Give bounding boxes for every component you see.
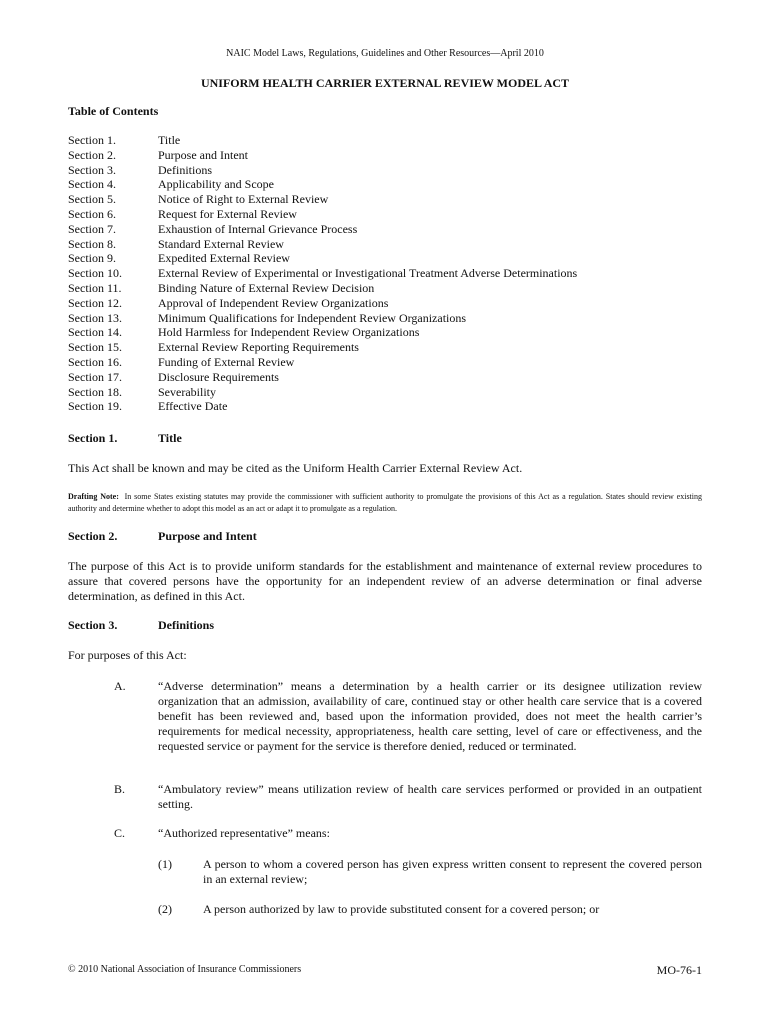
section-1-body: This Act shall be known and may be cited as the Uniform Health Carrier External Review Act. — [68, 461, 523, 475]
toc-section-title: External Review of Experimental or Investigational Treatment Adverse Determinations — [158, 266, 578, 281]
drafting-note-text: In some States existing statutes may provide the commissioner with sufficient authority to promulgate the provisions of this Act as a regulation. States should review existing authority and determine whether to adopt this model as an act or adapt it to promulgate as a regulation. — [68, 492, 702, 513]
toc-section-title: Minimum Qualifications for Independent Review Organizations — [158, 310, 467, 325]
section-2-body: The purpose of this Act is to provide uniform standards for the establishment and maintenance of external review procedures to assure that covered persons have the opportunity for an independent review of an adverse determination or final adverse determination, as defined in this Act. — [68, 559, 702, 603]
section-3-heading — [68, 618, 214, 633]
toc-entry — [68, 251, 708, 266]
drafting-note — [68, 491, 702, 515]
sub-item-number: (2) — [158, 902, 172, 916]
toc-section-number: Section 9. — [68, 251, 116, 266]
toc-section-number: Section 4. — [68, 177, 116, 192]
toc-section-number: Section 7. — [68, 221, 116, 236]
section-number: Section 2. — [68, 529, 118, 543]
definition-text: “Ambulatory review” means utilization review of health care services performed or provided in an outpatient setting. — [158, 782, 702, 811]
toc-section-number: Section 3. — [68, 162, 116, 177]
definition-text: “Authorized representative” means: — [158, 826, 330, 840]
running-head: NAIC Model Laws, Regulations, Guidelines and Other Resources—April 2010 — [226, 48, 544, 59]
toc-section-number: Section 19. — [68, 399, 122, 414]
toc-section-title: Title — [158, 133, 181, 147]
toc-entry — [68, 355, 708, 370]
toc-section-number: Section 5. — [68, 192, 116, 207]
toc-section-number: Section 16. — [68, 354, 122, 369]
section-1-heading — [68, 431, 182, 446]
toc-entry — [68, 148, 708, 163]
toc-section-title: Notice of Right to External Review — [158, 192, 329, 207]
toc-section-number: Section 18. — [68, 384, 122, 399]
toc-entry — [68, 266, 708, 281]
section-number: Section 1. — [68, 431, 118, 445]
section-3-intro: For purposes of this Act: — [68, 648, 187, 662]
toc-heading: Table of Contents — [68, 104, 159, 118]
toc-entry — [68, 385, 708, 400]
page-number: MO-76-1 — [656, 963, 702, 977]
sub-item-number: (1) — [158, 857, 172, 871]
toc-section-title: Funding of External Review — [158, 354, 295, 369]
toc-section-number: Section 12. — [68, 295, 122, 310]
toc-entry — [68, 163, 708, 178]
toc-section-number: Section 17. — [68, 369, 122, 384]
toc-entry — [68, 281, 708, 296]
toc-entry — [68, 296, 708, 311]
toc-section-number: Section 8. — [68, 236, 116, 251]
toc-entry — [68, 177, 708, 192]
toc-entry — [68, 133, 708, 148]
section-number: Section 3. — [68, 618, 118, 632]
toc-section-title: Applicability and Scope — [158, 177, 274, 192]
toc-entry — [68, 325, 708, 340]
toc-section-title: External Review Reporting Requirements — [158, 340, 359, 355]
toc-section-title: Hold Harmless for Independent Review Organizations — [158, 325, 420, 340]
toc-section-title: Effective Date — [158, 399, 228, 414]
toc-section-number: Section 13. — [68, 310, 122, 325]
toc-section-number: Section 11. — [68, 280, 122, 295]
toc-section-number: Section 1. — [68, 133, 116, 147]
definition-letter: B. — [114, 782, 126, 796]
sub-item-text: A person to whom a covered person has given express written consent to represent the covered person in an external review; — [203, 857, 702, 886]
toc-section-title: Expedited External Review — [158, 251, 290, 266]
toc-section-title: Standard External Review — [158, 236, 284, 251]
toc-section-title: Request for External Review — [158, 206, 297, 221]
section-title: Title — [158, 431, 182, 445]
document-title: UNIFORM HEALTH CARRIER EXTERNAL REVIEW MODEL ACT — [200, 76, 570, 90]
toc-section-title: Approval of Independent Review Organizations — [158, 295, 389, 310]
toc-entry — [68, 222, 708, 237]
toc-section-title: Disclosure Requirements — [158, 369, 279, 384]
definition-text: “Adverse determination” means a determination by a health carrier or its designee utilization review organization that an admission, availability of care, continued stay or other health care service that is a covered benefit has been reviewed and, based upon the information provided, does not meet the health carrier’s requirements for medical necessity, appropriateness, health care setting, level of care or effectiveness, and the requested service or payment for the service is therefore denied, reduced or terminated. — [158, 679, 702, 753]
table-of-contents — [68, 133, 708, 414]
toc-section-title: Purpose and Intent — [158, 147, 248, 162]
toc-section-number: Section 15. — [68, 340, 122, 355]
definition-letter: C. — [114, 826, 126, 840]
toc-entry — [68, 192, 708, 207]
sub-item-text: A person authorized by law to provide substituted consent for a covered person; or — [203, 902, 600, 916]
toc-section-title: Binding Nature of External Review Decision — [158, 280, 375, 295]
toc-entry — [68, 207, 708, 222]
toc-section-title: Exhaustion of Internal Grievance Process — [158, 221, 358, 236]
toc-section-number: Section 10. — [68, 266, 122, 281]
drafting-note-label: Drafting Note: — [68, 492, 119, 501]
section-2-heading — [68, 529, 257, 544]
toc-section-number: Section 6. — [68, 206, 116, 221]
section-title: Purpose and Intent — [158, 529, 257, 543]
section-title: Definitions — [158, 618, 215, 632]
copyright-footer: © 2010 National Association of Insurance Commissioners — [68, 964, 302, 975]
toc-entry — [68, 311, 708, 326]
toc-entry — [68, 370, 708, 385]
toc-section-number: Section 2. — [68, 147, 116, 162]
toc-entry — [68, 340, 708, 355]
toc-section-title: Severability — [158, 384, 216, 399]
toc-section-title: Definitions — [158, 162, 212, 177]
toc-entry — [68, 399, 708, 414]
toc-entry — [68, 237, 708, 252]
toc-section-number: Section 14. — [68, 325, 122, 340]
definition-letter: A. — [114, 679, 126, 693]
